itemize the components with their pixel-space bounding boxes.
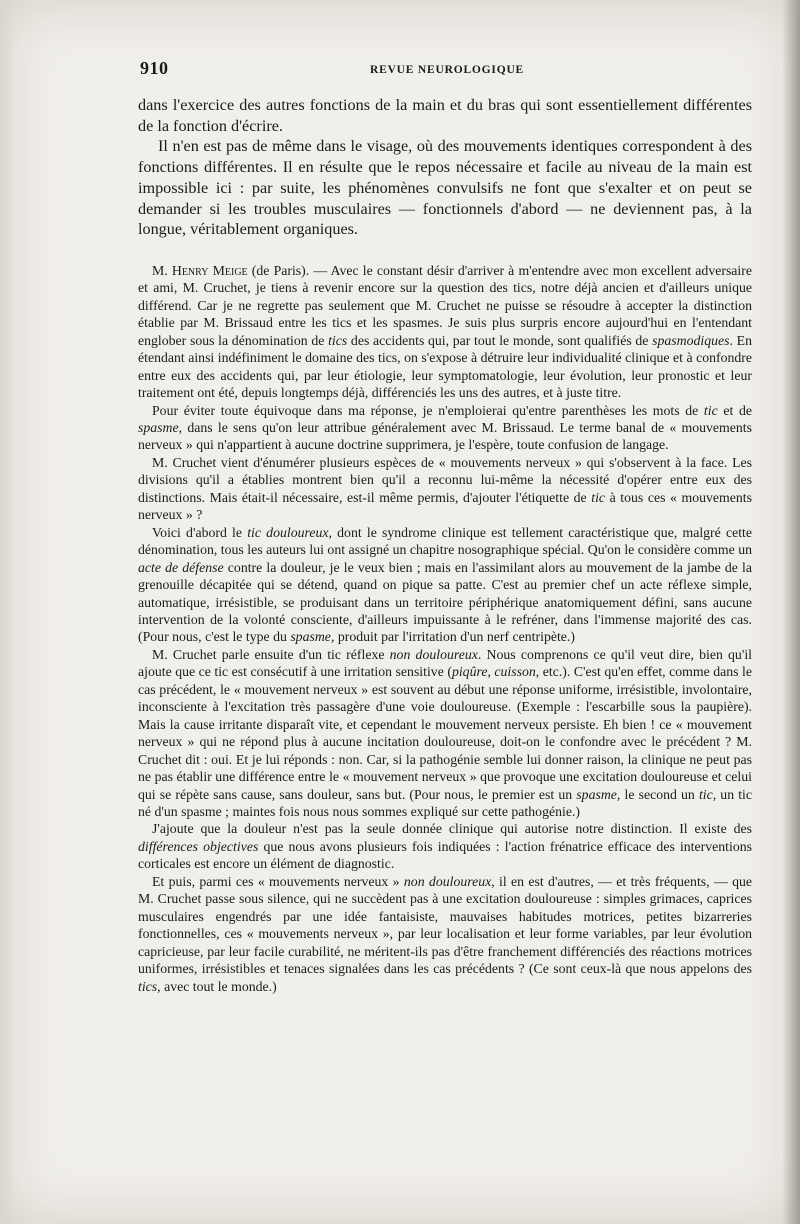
discussion-paragraph-4: Voici d'abord le tic douloureux, dont le syndrome clinique est tellement caractéristique que, malgré cette dénomination, tous les auteurs lui ont assigné un chapitre nosographique spécial. Qu'on le considère comme un acte de défense contre la douleur, je le veux bien ; mais en l'assimilant alors au mouvement de la jambe de la grenouille décapitée qui se détend, quand on pique sa patte. C'est au premier chef un acte réflexe simple, automatique, irrésistible, se produisant dans un territoire périphérique anatomiquement défini, sans aucune intervention de la volonté consciente, d'ailleurs impuissante à le refréner, dans l'immense majorité des cas. (Pour nous, c'est le type du spasme, produit par l'irritation d'un nerf centripète.) xyxy=(138,524,752,645)
page-edge-right xyxy=(782,0,800,1224)
discussion-paragraph-1: M. Henry Meige (de Paris). — Avec le constant désir d'arriver à m'entendre avec mon excellent adversaire et ami, M. Cruchet, je tiens à revenir encore sur la question des tics, notre déjà ancien et d'ailleurs unique différend. Car je ne regrette pas seulement que M. Cruchet ne puisse se résoudre à accepter la distinction établie par M. Brissaud entre les tics et les spasmes. Je suis plus surpris encore aujourd'hui en l'entendant englober sous la dénomination de tics des accidents qui, par tout le monde, sont qualifiés de spasmodiques. En étendant ainsi indéfiniment le domaine des tics, on s'expose à détruire leur individualité clinique et à confondre entre eux des accidents qui, par leur étiologie, leur symptomatologie, leur évolution, leur pronostic et leur traitement ont été, depuis longtemps déjà, différenciés les uns des autres, et à juste titre. xyxy=(138,262,752,401)
discussion-paragraph-2: Pour éviter toute équivoque dans ma réponse, je n'emploierai qu'entre parenthèses les mots de tic et de spasme, dans le sens qu'on leur attribue généralement avec M. Brissaud. Le terme banal de « mouvements nerveux » qui n'appartient à aucune doctrine supprimera, je l'espère, toute confusion de langage. xyxy=(138,402,752,453)
article-body xyxy=(138,95,752,995)
intro-paragraph-1: dans l'exercice des autres fonctions de la main et du bras qui sont essentiellement différentes de la fonction d'écrire. xyxy=(138,96,752,135)
intro-section xyxy=(138,95,752,240)
discussion-paragraph-5: M. Cruchet parle ensuite d'un tic réflexe non douloureux. Nous comprenons ce qu'il veut dire, bien qu'il ajoute que ce tic est consécutif à une irritation sensitive (piqûre, cuisson, etc.). C'est qu'en effet, comme dans le cas précédent, le « mouvement nerveux » est souvent au début une réponse uniforme, irrésistible, involontaire, inconsciente à l'excitation très passagère d'une voie douloureuse. (Exemple : l'escarbille sous la paupière). Mais la cause irritante disparaît vite, et cependant le mouvement nerveux persiste. Eh bien ! ce « mouvement nerveux » qui ne répond plus à aucune incitation douloureuse, doit-on le confondre avec le précédent ? M. Cruchet dit : oui. Et je lui réponds : non. Car, si la pathogénie semble lui donner raison, la clinique ne peut pas ne pas établir une différence entre le « mouvement nerveux » que provoque une excitation douloureuse et celui qui se répète sans cause, sans douleur, sans but. (Pour nous, le premier est un spasme, le second un tic, un tic né d'un spasme ; maintes fois nous nous sommes expliqué sur cette pathogénie.) xyxy=(138,646,753,819)
journal-title: REVUE NEUROLOGIQUE xyxy=(370,64,525,76)
running-head xyxy=(140,58,750,82)
discussion-paragraph-3: M. Cruchet vient d'énumérer plusieurs espèces de « mouvements nerveux » qui s'observent à la face. Les divisions qu'il a établies montrent bien qu'il a reconnu lui-même la nécessité d'opérer entre eux des distinctions. Mais était-il nécessaire, est-il même permis, d'ajouter l'étiquette de tic à tous ces « mouvements nerveux » ? xyxy=(138,454,752,523)
speaker-name: Henry Meige xyxy=(171,262,248,278)
intro-paragraph-2: Il n'en est pas de même dans le visage, où des mouvements identiques correspondent à des fonctions différentes. Il en résulte que le repos nécessaire et facile au niveau de la main est impossible ici : par suite, les phénomènes convulsifs ne font que s'exalter et on peut se demander si les troubles musculaires — fonctionnels d'abord — ne deviennent pas, à la longue, véritablement organiques. xyxy=(138,137,752,239)
page-number: 910 xyxy=(140,58,169,78)
discussion-section xyxy=(138,262,752,995)
discussion-paragraph-7: Et puis, parmi ces « mouvements nerveux » non douloureux, il en est d'autres, — et très fréquents, — que M. Cruchet passe sous silence, qui ne succèdent pas à une excitation douloureuse : simples grimaces, caprices musculaires engendrés par une idée fantaisiste, mauvaises habitudes motrices, petites bizarreries fonctionnelles, ces « mouvements nerveux », par leur localisation et leur forme variables, par leur évolution capricieuse, par leur facile curabilité, ne méritent-ils pas d'être franchement différenciés des réactions motrices uniformes, irrésistibles et tenaces signalées dans les cas précédents ? (Ce sont ceux-là que nous appelons des tics, avec tout le monde.) xyxy=(138,873,752,994)
discussion-paragraph-6: J'ajoute que la douleur n'est pas la seule donnée clinique qui autorise notre distinction. Il existe des différences objectives que nous avons plusieurs fois indiquées : l'action frénatrice efficace des interventions corticales est encore un élément de diagnostic. xyxy=(138,821,752,872)
page-edge-left xyxy=(0,0,14,1224)
